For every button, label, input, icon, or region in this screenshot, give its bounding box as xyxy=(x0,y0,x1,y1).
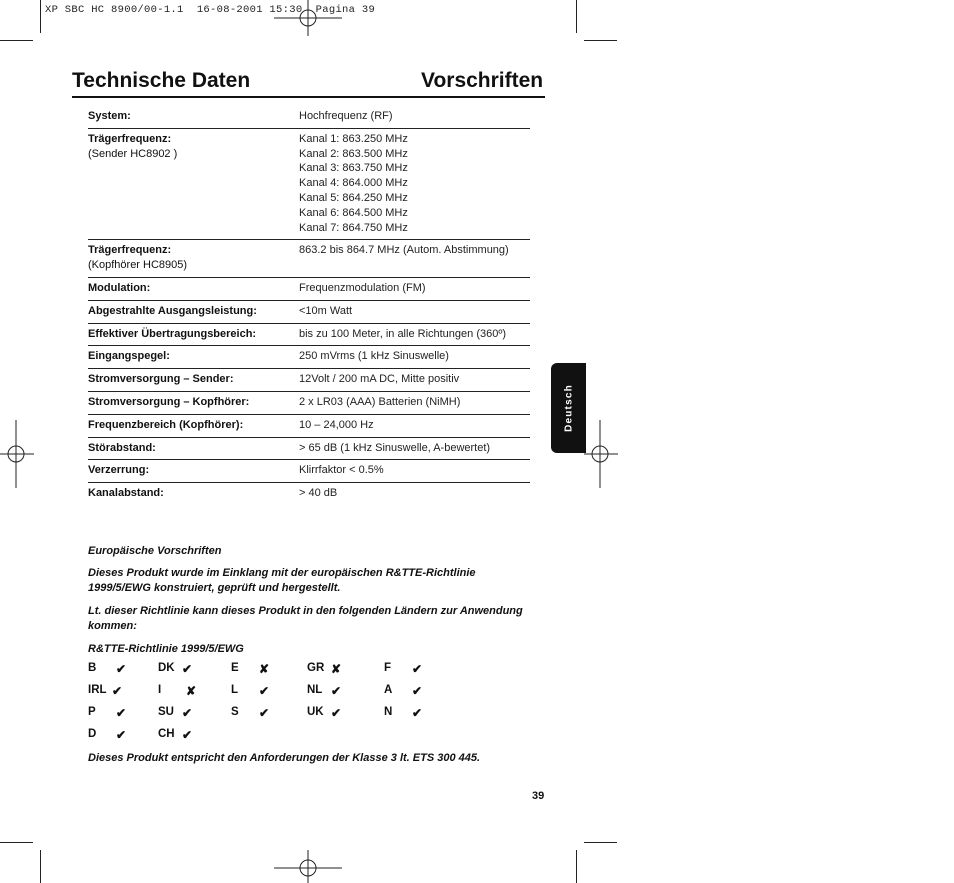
spec-value: Kanal 6: 864.500 MHz xyxy=(299,206,408,219)
spec-sublabel: (Sender HC8902 ) xyxy=(88,147,178,160)
country-code: I xyxy=(158,684,162,696)
language-tab-label: Deutsch xyxy=(563,384,574,432)
spec-value: > 40 dB xyxy=(299,487,338,500)
spec-label-cell xyxy=(88,418,299,433)
spec-value: Kanal 2: 863.500 MHz xyxy=(299,147,408,160)
spec-row xyxy=(88,346,530,369)
spec-label: Effektiver Übertragungsbereich: xyxy=(88,327,257,340)
check-mark-icon: ✔ xyxy=(412,662,423,676)
country-code: NL xyxy=(307,684,323,696)
country-code: GR xyxy=(307,662,325,674)
spec-label: Trägerfrequenz: xyxy=(88,132,172,145)
spec-label-cell xyxy=(88,109,299,124)
spec-row xyxy=(88,278,530,301)
spec-value: Klirrfaktor < 0.5% xyxy=(299,464,384,477)
country-code: D xyxy=(88,728,97,740)
spec-row xyxy=(88,438,530,461)
cross-mark-icon: ✘ xyxy=(259,662,270,676)
spec-value-cell xyxy=(299,132,530,236)
country-code: A xyxy=(384,684,393,696)
spec-row xyxy=(88,324,530,347)
regulations-paragraph-1: Dieses Produkt wurde im Einklang mit der europäischen R&TTE-Richtlinie 1999/5/EWG konstruiert, geprüft und hergestellt. xyxy=(88,567,476,594)
check-mark-icon: ✔ xyxy=(259,706,270,720)
country-code: L xyxy=(231,684,239,696)
country-code: E xyxy=(231,662,239,674)
specifications-table xyxy=(88,106,530,505)
spec-label-cell xyxy=(88,243,299,273)
spec-value-cell xyxy=(299,327,530,342)
country-code: F xyxy=(384,662,392,674)
spec-label: Stromversorgung – Kopfhörer: xyxy=(88,395,250,408)
regulations-section xyxy=(88,544,538,664)
spec-value: Kanal 3: 863.750 MHz xyxy=(299,162,408,175)
spec-label-cell xyxy=(88,395,299,410)
spec-label: Abgestrahlte Ausgangsleistung: xyxy=(88,304,257,317)
country-code: UK xyxy=(307,706,324,718)
cross-mark-icon: ✘ xyxy=(331,662,342,676)
spec-row xyxy=(88,369,530,392)
country-code: B xyxy=(88,662,97,674)
spec-value-cell xyxy=(299,372,530,387)
spec-label: Stromversorgung – Sender: xyxy=(88,373,234,386)
spec-value: 12Volt / 200 mA DC, Mitte positiv xyxy=(299,373,460,386)
spec-value-cell xyxy=(299,304,530,319)
country-row xyxy=(88,684,448,700)
spec-label-cell xyxy=(88,327,299,342)
country-code: CH xyxy=(158,728,175,740)
spec-row xyxy=(88,483,530,505)
check-mark-icon: ✔ xyxy=(331,684,342,698)
regulations-heading: Europäische Vorschriften xyxy=(88,545,222,557)
country-row xyxy=(88,706,448,722)
spec-value: 2 x LR03 (AAA) Batterien (NiMH) xyxy=(299,395,461,408)
spec-value-cell xyxy=(299,441,530,456)
check-mark-icon: ✔ xyxy=(259,684,270,698)
spec-value: <10m Watt xyxy=(299,304,353,317)
spec-value: Kanal 5: 864.250 MHz xyxy=(299,191,408,204)
spec-value: 10 – 24,000 Hz xyxy=(299,418,374,431)
spec-value-cell xyxy=(299,463,530,478)
registration-mark-top-icon xyxy=(274,0,342,36)
check-mark-icon: ✔ xyxy=(116,706,127,720)
page-title-regulations: Vorschriften xyxy=(421,69,544,92)
country-code: IRL xyxy=(88,684,107,696)
country-code: DK xyxy=(158,662,175,674)
spec-value: 250 mVrms (1 kHz Sinuswelle) xyxy=(299,350,449,363)
spec-row xyxy=(88,392,530,415)
spec-row xyxy=(88,415,530,438)
check-mark-icon: ✔ xyxy=(331,706,342,720)
check-mark-icon: ✔ xyxy=(182,662,193,676)
spec-label-cell xyxy=(88,441,299,456)
spec-label-cell xyxy=(88,304,299,319)
print-header: XP SBC HC 8900/00-1.1 16-08-2001 15:30 Pagina 39 xyxy=(45,4,376,16)
check-mark-icon: ✔ xyxy=(116,662,127,676)
page-number: 39 xyxy=(532,790,545,802)
spec-row xyxy=(88,106,530,129)
regulations-paragraph-2: Lt. dieser Richtlinie kann dieses Produkt in den folgenden Ländern zur Anwendung kommen: xyxy=(88,605,523,632)
spec-label-cell xyxy=(88,486,299,501)
cross-mark-icon: ✘ xyxy=(186,684,197,698)
language-tab xyxy=(551,363,586,453)
spec-value: 863.2 bis 864.7 MHz (Autom. Abstimmung) xyxy=(299,244,509,257)
check-mark-icon: ✔ xyxy=(182,706,193,720)
spec-value-cell xyxy=(299,418,530,433)
check-mark-icon: ✔ xyxy=(116,728,127,742)
country-code: P xyxy=(88,706,96,718)
spec-value: > 65 dB (1 kHz Sinuswelle, A-bewertet) xyxy=(299,441,491,454)
spec-label: Trägerfrequenz: xyxy=(88,244,172,257)
country-code: SU xyxy=(158,706,174,718)
spec-label-cell xyxy=(88,281,299,296)
spec-value-cell xyxy=(299,395,530,410)
spec-row xyxy=(88,460,530,483)
spec-value-cell xyxy=(299,243,530,273)
spec-value: Kanal 4: 864.000 MHz xyxy=(299,177,408,190)
check-mark-icon: ✔ xyxy=(412,706,423,720)
spec-label-cell xyxy=(88,463,299,478)
spec-label: System: xyxy=(88,110,131,122)
registration-mark-left-icon xyxy=(0,420,34,488)
spec-row xyxy=(88,301,530,324)
check-mark-icon: ✔ xyxy=(412,684,423,698)
title-divider xyxy=(72,96,545,98)
country-code: S xyxy=(231,706,239,718)
check-mark-icon: ✔ xyxy=(112,684,123,698)
spec-label: Modulation: xyxy=(88,281,151,294)
country-row xyxy=(88,728,448,744)
spec-label: Kanalabstand: xyxy=(88,487,164,500)
spec-value-cell xyxy=(299,349,530,364)
spec-value: Hochfrequenz (RF) xyxy=(299,110,393,122)
check-mark-icon: ✔ xyxy=(182,728,193,742)
registration-mark-right-icon xyxy=(584,420,618,488)
spec-label: Verzerrung: xyxy=(88,464,150,477)
spec-label: Frequenzbereich (Kopfhörer): xyxy=(88,418,244,431)
spec-label-cell xyxy=(88,349,299,364)
spec-label: Eingangspegel: xyxy=(88,350,170,363)
spec-label: Störabstand: xyxy=(88,441,156,454)
spec-sublabel: (Kopfhörer HC8905) xyxy=(88,259,188,272)
regulations-directive: R&TTE-Richtlinie 1999/5/EWG xyxy=(88,643,244,655)
spec-value-cell xyxy=(299,281,530,296)
page-title-technical-data: Technische Daten xyxy=(72,69,251,92)
spec-value: Kanal 7: 864.750 MHz xyxy=(299,221,408,234)
conformity-statement: Dieses Produkt entspricht den Anforderungen der Klasse 3 lt. ETS 300 445. xyxy=(88,752,481,764)
spec-row xyxy=(88,129,530,241)
spec-row xyxy=(88,240,530,278)
spec-value-cell xyxy=(299,486,530,501)
spec-value-cell xyxy=(299,109,530,124)
spec-label-cell xyxy=(88,132,299,236)
registration-mark-bottom-icon xyxy=(274,850,342,883)
country-row xyxy=(88,662,448,678)
country-code: N xyxy=(384,706,393,718)
spec-value: Kanal 1: 863.250 MHz xyxy=(299,132,408,145)
spec-value: Frequenzmodulation (FM) xyxy=(299,281,426,294)
spec-value: bis zu 100 Meter, in alle Richtungen (360º) xyxy=(299,327,507,340)
spec-label-cell xyxy=(88,372,299,387)
